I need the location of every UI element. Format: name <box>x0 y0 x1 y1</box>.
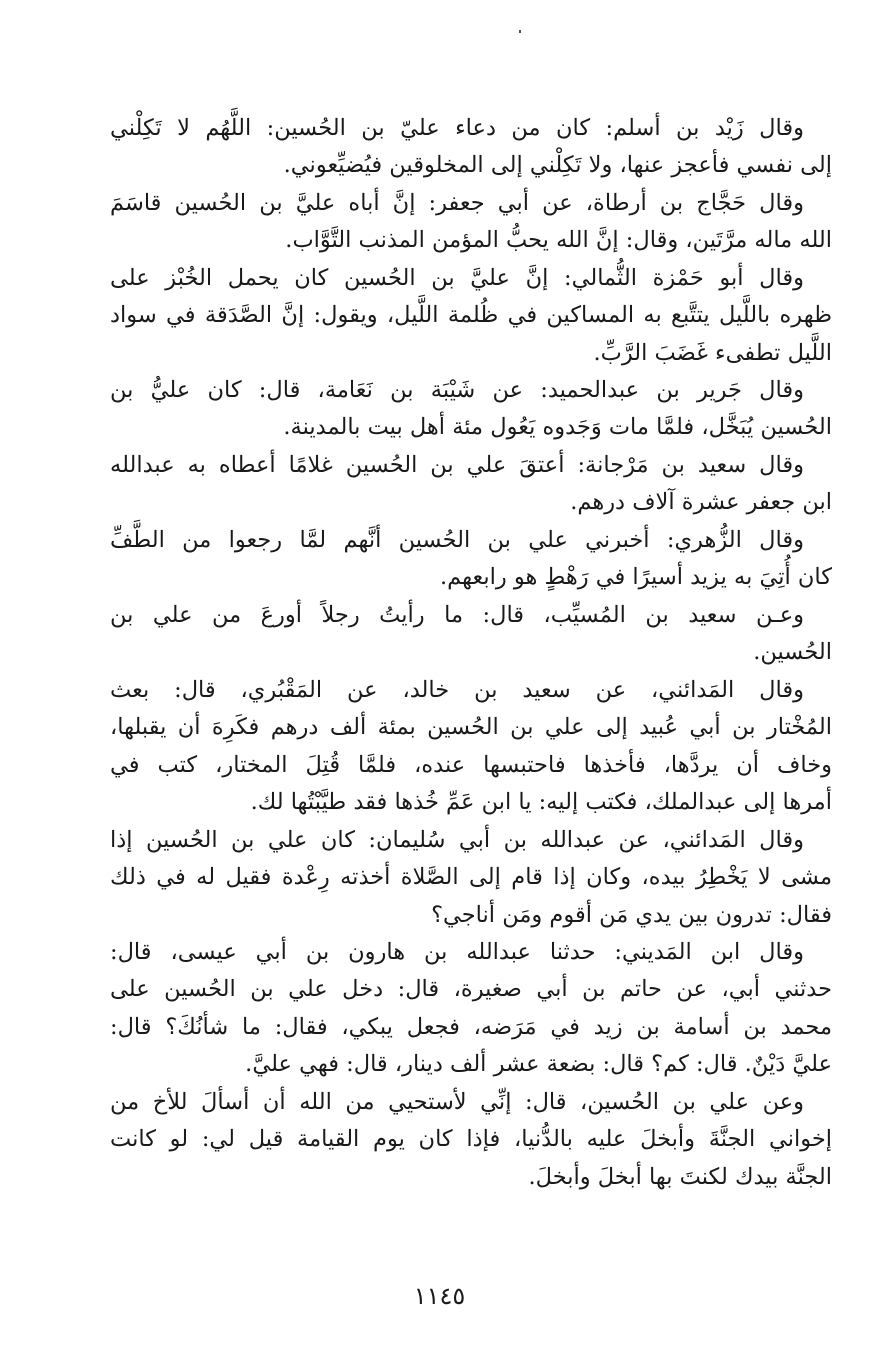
text-line: ظهره باللَّيل يتتَّبع به المساكين في ظُلمة اللَّيل، ويقول: إنَّ الصَّدَقة في سواد <box>110 302 832 329</box>
text-line: وقال سعيد بن مَرْجانة: أعتقَ علي بن الحُسين غلامًا أعطاه به عبدالله <box>110 452 804 478</box>
paragraph <box>110 260 832 372</box>
text-line: وقال أبو حَمْزة الثُّمالي: إنَّ عليَّ بن الحُسين كان يحمل الخُبْز على <box>110 265 804 291</box>
paragraph <box>110 934 832 1084</box>
text-line: عليَّ دَيْنٌ. قال: كم؟ قال: بضعة عشر ألف دينار، قال: فهي عليَّ. <box>245 1051 832 1078</box>
text-line: وقال حَجَّاج بن أرطاة، عن أبي جعفر: إنَّ أباه عليَّ بن الحُسين قاسَمَ <box>110 190 804 216</box>
scan-speck <box>519 30 521 33</box>
text-line: وقال جَرير بن عبدالحميد: عن شَيْبَة بن نَعَامة، قال: كان عليُّ بن <box>110 377 804 403</box>
text-line: وخاف أن يردَّها، فأخذها فاحتبسها عنده، فلمَّا قُتِلَ المختار، كتب في <box>110 751 832 778</box>
page-number: ١١٤٥ <box>413 1282 466 1310</box>
paragraph <box>110 522 832 597</box>
text-line: وعن علي بن الحُسين، قال: إنِّي لأستحيي من الله أن أسألَ للأخ من <box>110 1089 804 1115</box>
text-line: وقال زَيْد بن أسلم: كان من دعاء عليّ بن الحُسين: اللَّهُم لا تَكِلْني <box>110 115 804 141</box>
text-line: الحُسين. <box>753 639 832 666</box>
text-line: إلى نفسي فأعجز عنها، ولا تَكِلْني إلى المخلوقين فيُضيِّعوني. <box>283 152 832 179</box>
text-line: إخواني الجنَّةَ وأبخلَ عليه بالدُّنيا، فإذا كان يوم القيامة قيل لي: لو كانت <box>110 1126 832 1153</box>
text-line: حدثني أبي، عن حاتم بن أبي صغيرة، قال: دخل علي بن الحُسين على <box>110 976 832 1003</box>
paragraph <box>110 110 832 185</box>
text-line: وقال المَدائني، عن عبدالله بن أبي سُليمان: كان علي بن الحُسين إذا <box>110 827 804 853</box>
text-line: الجنَّة بيدك لكنتَ بها أبخلَ وأبخلَ. <box>528 1163 832 1190</box>
text-line: أمرها إلى عبدالملك، فكتب إليه: يا ابن عَمِّ خُذها فقد طيَّبْتُها لك. <box>250 789 832 816</box>
text-line: الله ماله مرَّتَين، وقال: إنَّ الله يحبُّ المؤمن المذنب التَّوَّاب. <box>285 227 832 254</box>
text-line: وقال ابن المَديني: حدثنا عبدالله بن هارون بن أبي عيسى، قال: <box>110 939 804 965</box>
text-line: كان أُتِيَ به يزيد أسيرًا في رَهْطٍ هو رابعهم. <box>439 564 832 591</box>
paragraph <box>110 447 832 522</box>
paragraph <box>110 672 832 822</box>
text-line: محمد بن أسامة بن زيد في مَرَضه، فجعل يبكي، فقال: ما شأنُكَ؟ قال: <box>110 1013 832 1040</box>
text-line: فقال: تدرون بين يدي مَن أقوم ومَن أناجي؟ <box>431 901 832 928</box>
text-line: اللَّيل تطفىء غَضَبَ الرَّبِّ. <box>593 339 832 366</box>
text-line: وقال الزُّهري: أخبرني علي بن الحُسين أنَّهم لمَّا رجعوا من الطَّفِّ <box>110 527 804 553</box>
text-line: مشى لا يَخْطِرُ بيده، وكان إذا قام إلى الصَّلاة أخذته رِعْدة فقيل له في ذلك <box>110 864 832 891</box>
paragraph <box>110 822 832 934</box>
paragraph <box>110 372 832 447</box>
paragraph <box>110 185 832 260</box>
text-line: وعـن سعيد بن المُسيِّب، قال: ما رأيتُ رجلاً أورعَ من علي بن <box>110 602 804 628</box>
text-line: الحُسين يُبَخَّل، فلمَّا مات وَجَدوه يَعُول مئة أهل بيت بالمدينة. <box>283 414 832 441</box>
text-line: ابن جعفر عشرة آلاف درهم. <box>570 489 832 516</box>
paragraph <box>110 1084 832 1196</box>
paragraph <box>110 597 832 672</box>
text-line: المُخْتار بن أبي عُبيد إلى علي بن الحُسين بمئة ألف درهم فكَرِهَ أن يقبلها، <box>110 714 832 741</box>
text-line: وقال المَدائني، عن سعيد بن خالد، عن المَقْبُري، قال: بعث <box>110 677 804 703</box>
